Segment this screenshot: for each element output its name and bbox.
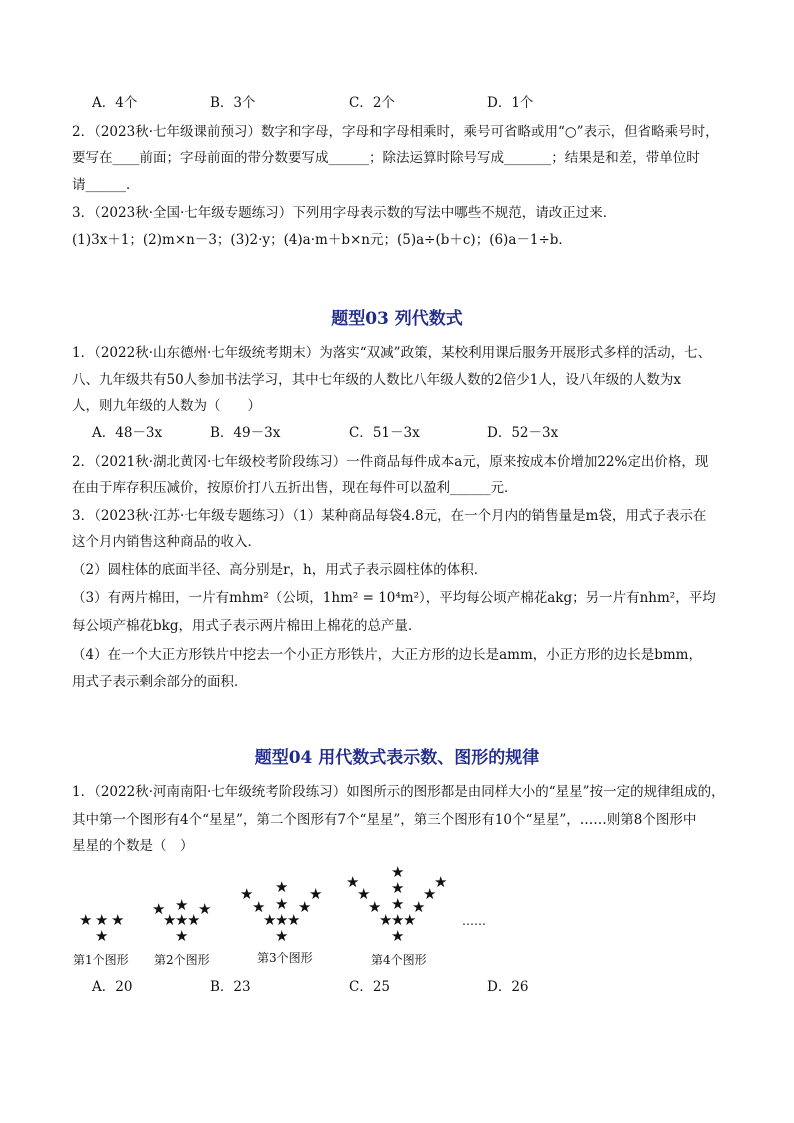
star-icon: ★ [309, 885, 323, 903]
star-icon: ★ [111, 911, 125, 929]
star-icon: ★ [423, 885, 437, 903]
s2-q3-line4: （3）有两片棉田，一片有mhm²（公顷，1hm² = 10⁴m²），平均每公顷产棉花akg；另一片有nhm²，平均 [72, 590, 716, 606]
q3-line1: 3．（2023秋·全国·七年级专题练习）下列用字母表示数的写法中哪些不规范，请改正过来． [72, 205, 617, 221]
star-icon: ★ [346, 873, 360, 891]
star-icon: ★ [263, 911, 277, 929]
star-figures [0, 860, 794, 975]
s2-q1-options [92, 423, 732, 443]
star-icon: ★ [368, 898, 382, 916]
q2-line3: 请______． [72, 177, 140, 193]
star-icon: ★ [175, 911, 189, 929]
option-a: A．20 [92, 979, 133, 995]
star-icon: ★ [175, 896, 189, 914]
star-icon: ★ [275, 895, 289, 913]
figure-caption-2: 第2个图形 [154, 953, 210, 967]
figure-caption-4: 第4个图形 [371, 953, 427, 967]
option-d: D．26 [487, 979, 529, 995]
star-icon: ★ [163, 911, 177, 929]
s2-q3-line5: 每公顷产棉花bkg，用式子表示两片棉田上棉花的总产量． [72, 618, 422, 634]
s3-q1-options [92, 977, 732, 997]
s2-q3-line1: 3．（2023秋·江苏·七年级专题练习）（1）某种商品每袋4.8元，在一个月内的销售量是m袋，用式子表示在 [72, 508, 707, 524]
star-icon: ★ [95, 927, 109, 945]
section-title-03: 题型03 列代数式 [331, 309, 463, 329]
q2-line1: 2．（2023秋·七年级课前预习）数字和字母，字母和字母相乘时，乘号可省略或用“○”表示，但省略乘号时， [72, 124, 719, 140]
star-icon: ★ [391, 927, 405, 945]
s2-q1-line3: 人，则九年级的人数为（ ） [72, 398, 261, 414]
q3-line2: (1)3x＋1；(2)m×n－3；(3)2·y；(4)a·m＋b×n元；(5)a÷(b＋c)；(6)a－1÷b． [72, 232, 572, 248]
star-icon: ★ [412, 898, 426, 916]
option-c: C．25 [349, 979, 391, 995]
star-icon: ★ [298, 898, 312, 916]
star-icon: ★ [79, 911, 93, 929]
s3-q1-line3: 星星的个数是（ ） [72, 838, 194, 854]
star-icon: ★ [152, 900, 166, 918]
option-b: B．23 [210, 979, 251, 995]
figure-caption-3: 第3个图形 [257, 951, 313, 965]
star-icon: ★ [391, 879, 405, 897]
s2-q3-line6: （4）在一个大正方形铁片中挖去一个小正方形铁片，大正方形的边长是amm，小正方形的边长是bmm， [72, 647, 702, 663]
star-icon: ★ [240, 885, 254, 903]
option-b: B．49－3x [210, 425, 281, 441]
star-icon: ★ [252, 898, 266, 916]
s2-q2-line1: 2．（2021秋·湖北黄冈·七年级校考阶段练习）一件商品每件成本a元，原来按成本价增加22%定出价格，现 [72, 454, 709, 470]
s3-q1-line2: 其中第一个图形有4个“星星”，第二个图形有7个“星星”，第三个图形有10个“星星”，……则第8个图形中 [72, 812, 697, 828]
star-icon: ★ [275, 927, 289, 945]
star-icon: ★ [95, 911, 109, 929]
section-title-04: 题型04 用代数式表示数、图形的规律 [254, 748, 540, 768]
s2-q1-line1: 1．（2022秋·山东德州·七年级统考期末）为落实“双减”政策，某校利用课后服务开展形式多样的活动，七、 [72, 345, 712, 361]
option-a: A．4个 [92, 95, 138, 111]
star-icon: ★ [187, 911, 201, 929]
option-c: C．2个 [349, 95, 395, 111]
star-icon: ★ [175, 927, 189, 945]
star-icon: ★ [275, 878, 289, 896]
star-icon: ★ [391, 895, 405, 913]
star-icon: ★ [434, 873, 448, 891]
option-d: D．52－3x [487, 425, 559, 441]
star-icon: ★ [198, 900, 212, 918]
s2-q3-line3: （2）圆柱体的底面半径、高分别是r，h，用式子表示圆柱体的体积． [72, 562, 488, 578]
star-icon: ★ [287, 911, 301, 929]
s2-q1-line2: 八、九年级共有50人参加书法学习，其中七年级的人数比八年级人数的2倍少1人，设八年级的人数为x [72, 372, 681, 388]
figure-ellipsis: …… [462, 914, 486, 928]
option-c: C．51－3x [349, 425, 420, 441]
option-b: B．3个 [210, 95, 256, 111]
q2-line2: 要写在____前面；字母前面的带分数要写成______；除法运算时除号写成_______；结果是和差，带单位时 [72, 150, 700, 166]
star-icon: ★ [391, 863, 405, 881]
q1-options [92, 93, 732, 113]
star-icon: ★ [391, 911, 405, 929]
star-icon: ★ [275, 911, 289, 929]
figure-caption-1: 第1个图形 [73, 953, 129, 967]
s2-q3-line2: 这个月内销售这种商品的收入． [72, 534, 261, 550]
s3-q1-line1: 1．（2022秋·河南南阳·七年级统考阶段练习）如图所示的图形都是由同样大小的“星星”按一定的规律组成的， [72, 784, 725, 800]
s2-q3-line7: 用式子表示剩余部分的面积． [72, 674, 248, 690]
option-d: D．1个 [487, 95, 534, 111]
option-a: A．48－3x [92, 425, 163, 441]
star-icon: ★ [357, 885, 371, 903]
star-icon: ★ [403, 911, 417, 929]
s2-q2-line2: 在由于库存积压减价，按原价打八五折出售，现在每件可以盈利______元． [72, 480, 518, 496]
star-icon: ★ [379, 911, 393, 929]
